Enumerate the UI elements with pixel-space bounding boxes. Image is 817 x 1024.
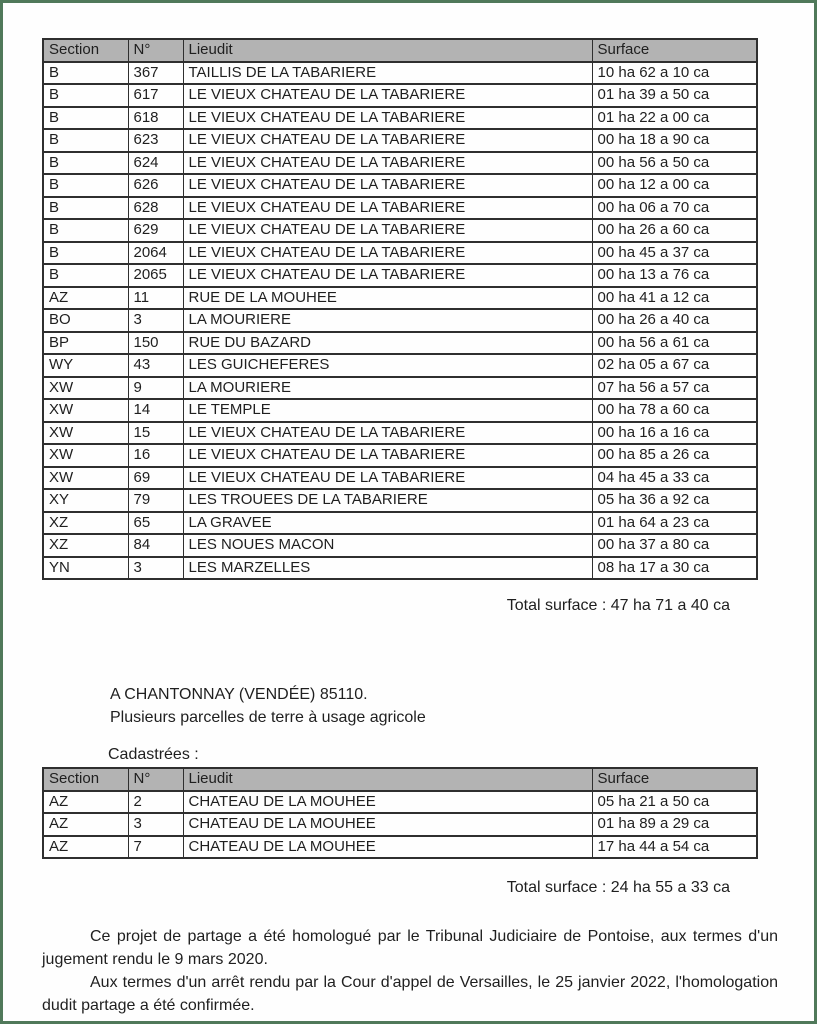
table-row xyxy=(43,377,757,400)
table-cell: 624 xyxy=(128,152,183,175)
table-row xyxy=(43,264,757,287)
table-cell: XY xyxy=(43,489,128,512)
table-cell: 17 ha 44 a 54 ca xyxy=(592,836,757,859)
table-cell: LE VIEUX CHATEAU DE LA TABARIERE xyxy=(183,467,592,490)
cadastrees-label: Cadastrées : xyxy=(108,746,199,763)
table-cell: XW xyxy=(43,377,128,400)
paragraph-homologation: Ce projet de partage a été homologué par le Tribunal Judiciaire de Pontoise, aux termes d'un jugement rendu le 9 mars 2020. xyxy=(42,928,778,968)
table-row xyxy=(43,129,757,152)
table-cell: LE VIEUX CHATEAU DE LA TABARIERE xyxy=(183,107,592,130)
table-cell: 11 xyxy=(128,287,183,310)
table-row xyxy=(43,557,757,580)
table-cell: XW xyxy=(43,399,128,422)
table-cell: 00 ha 56 a 50 ca xyxy=(592,152,757,175)
table-cell: 65 xyxy=(128,512,183,535)
table-cell: LA MOURIERE xyxy=(183,377,592,400)
table-cell: XW xyxy=(43,444,128,467)
table-cell: RUE DE LA MOUHEE xyxy=(183,287,592,310)
table-cell: 00 ha 18 a 90 ca xyxy=(592,129,757,152)
table-cell: 43 xyxy=(128,354,183,377)
table-row xyxy=(43,332,757,355)
table-row xyxy=(43,152,757,175)
table-cell: RUE DU BAZARD xyxy=(183,332,592,355)
table-cell: 00 ha 26 a 40 ca xyxy=(592,309,757,332)
table-cell: 00 ha 56 a 61 ca xyxy=(592,332,757,355)
table-cell: 15 xyxy=(128,422,183,445)
table-row xyxy=(43,813,757,836)
table-cell: LES TROUEES DE LA TABARIERE xyxy=(183,489,592,512)
table-row xyxy=(43,354,757,377)
table-row xyxy=(43,62,757,85)
table-cell: XW xyxy=(43,467,128,490)
table-row xyxy=(43,242,757,265)
table-row xyxy=(43,197,757,220)
table-cell: B xyxy=(43,129,128,152)
table-cell: B xyxy=(43,264,128,287)
table-cell: 00 ha 16 a 16 ca xyxy=(592,422,757,445)
column-header: Lieudit xyxy=(183,768,592,791)
table-cell: 00 ha 78 a 60 ca xyxy=(592,399,757,422)
table-cell: LES GUICHEFERES xyxy=(183,354,592,377)
table-cell: 00 ha 37 a 80 ca xyxy=(592,534,757,557)
table-cell: 3 xyxy=(128,557,183,580)
table-cell: XZ xyxy=(43,534,128,557)
total-surface-1: Total surface : 47 ha 71 a 40 ca xyxy=(506,597,730,614)
table-row xyxy=(43,489,757,512)
table-cell: 367 xyxy=(128,62,183,85)
table-row xyxy=(43,399,757,422)
table-cell: 628 xyxy=(128,197,183,220)
table-cell: 00 ha 26 a 60 ca xyxy=(592,219,757,242)
table-cell: WY xyxy=(43,354,128,377)
table-cell: 01 ha 22 a 00 ca xyxy=(592,107,757,130)
table-cell: CHATEAU DE LA MOUHEE xyxy=(183,813,592,836)
table-cell: XZ xyxy=(43,512,128,535)
table-cell: LES MARZELLES xyxy=(183,557,592,580)
table-cell: 10 ha 62 a 10 ca xyxy=(592,62,757,85)
table-cell: LE TEMPLE xyxy=(183,399,592,422)
location-line: A CHANTONNAY (VENDÉE) 85110. xyxy=(110,686,368,703)
table-row xyxy=(43,836,757,859)
closing-paragraphs xyxy=(42,925,778,1017)
property-description-block xyxy=(110,683,426,729)
table-cell: 9 xyxy=(128,377,183,400)
paragraph-appeal: Aux termes d'un arrêt rendu par la Cour d'appel de Versailles, le 25 janvier 2022, l'homologation dudit partage a été confirmée. xyxy=(42,974,778,1014)
table-cell: 14 xyxy=(128,399,183,422)
table-cell: 16 xyxy=(128,444,183,467)
column-header: Section xyxy=(43,768,128,791)
table-row xyxy=(43,791,757,814)
table-row xyxy=(43,467,757,490)
table-cell: LE VIEUX CHATEAU DE LA TABARIERE xyxy=(183,84,592,107)
table-cell: AZ xyxy=(43,791,128,814)
table-row xyxy=(43,219,757,242)
table-row xyxy=(43,444,757,467)
column-header: N° xyxy=(128,39,183,62)
table-row xyxy=(43,422,757,445)
table-cell: 01 ha 89 a 29 ca xyxy=(592,813,757,836)
table-cell: CHATEAU DE LA MOUHEE xyxy=(183,836,592,859)
column-header: Lieudit xyxy=(183,39,592,62)
table-cell: 626 xyxy=(128,174,183,197)
table-cell: LA GRAVEE xyxy=(183,512,592,535)
table-row xyxy=(43,534,757,557)
table-cell: BO xyxy=(43,309,128,332)
table-header-row xyxy=(43,39,757,62)
table-cell: 84 xyxy=(128,534,183,557)
table-cell: LE VIEUX CHATEAU DE LA TABARIERE xyxy=(183,174,592,197)
table-row xyxy=(43,512,757,535)
table-cell: 2065 xyxy=(128,264,183,287)
table-cell: B xyxy=(43,219,128,242)
table-row xyxy=(43,287,757,310)
table-cell: 150 xyxy=(128,332,183,355)
table-cell: LES NOUES MACON xyxy=(183,534,592,557)
table-cell: B xyxy=(43,174,128,197)
table-cell: LE VIEUX CHATEAU DE LA TABARIERE xyxy=(183,129,592,152)
table-row xyxy=(43,84,757,107)
total-surface-2: Total surface : 24 ha 55 a 33 ca xyxy=(506,879,730,896)
table-cell: LE VIEUX CHATEAU DE LA TABARIERE xyxy=(183,242,592,265)
table-cell: 3 xyxy=(128,309,183,332)
table-cell: AZ xyxy=(43,287,128,310)
table-row xyxy=(43,309,757,332)
table-cell: 00 ha 12 a 00 ca xyxy=(592,174,757,197)
table-cell: 07 ha 56 a 57 ca xyxy=(592,377,757,400)
table-row xyxy=(43,107,757,130)
table-cell: LA MOURIERE xyxy=(183,309,592,332)
table-cell: 05 ha 21 a 50 ca xyxy=(592,791,757,814)
usage-line: Plusieurs parcelles de terre à usage agricole xyxy=(110,709,426,726)
table-cell: 629 xyxy=(128,219,183,242)
table-cell: YN xyxy=(43,557,128,580)
table-cell: LE VIEUX CHATEAU DE LA TABARIERE xyxy=(183,422,592,445)
table-cell: AZ xyxy=(43,836,128,859)
column-header: Surface xyxy=(592,39,757,62)
table-cell: 00 ha 45 a 37 ca xyxy=(592,242,757,265)
table-cell: CHATEAU DE LA MOUHEE xyxy=(183,791,592,814)
table-cell: 00 ha 13 a 76 ca xyxy=(592,264,757,287)
table-cell: LE VIEUX CHATEAU DE LA TABARIERE xyxy=(183,219,592,242)
table-cell: TAILLIS DE LA TABARIERE xyxy=(183,62,592,85)
table-cell: B xyxy=(43,242,128,265)
table-header-row xyxy=(43,768,757,791)
table-cell: 623 xyxy=(128,129,183,152)
table-row xyxy=(43,174,757,197)
table-cell: LE VIEUX CHATEAU DE LA TABARIERE xyxy=(183,197,592,220)
table-cell: LE VIEUX CHATEAU DE LA TABARIERE xyxy=(183,444,592,467)
column-header: Section xyxy=(43,39,128,62)
table-cell: B xyxy=(43,84,128,107)
cadastral-parcels-table-2 xyxy=(42,767,758,859)
table-cell: 05 ha 36 a 92 ca xyxy=(592,489,757,512)
table-cell: 01 ha 39 a 50 ca xyxy=(592,84,757,107)
table-cell: B xyxy=(43,152,128,175)
table-cell: 2 xyxy=(128,791,183,814)
table-cell: 00 ha 41 a 12 ca xyxy=(592,287,757,310)
table-cell: B xyxy=(43,197,128,220)
table-cell: 618 xyxy=(128,107,183,130)
table-cell: B xyxy=(43,62,128,85)
column-header: Surface xyxy=(592,768,757,791)
table-cell: LE VIEUX CHATEAU DE LA TABARIERE xyxy=(183,264,592,287)
table-cell: AZ xyxy=(43,813,128,836)
table-cell: 617 xyxy=(128,84,183,107)
table-cell: 08 ha 17 a 30 ca xyxy=(592,557,757,580)
column-header: N° xyxy=(128,768,183,791)
table-cell: BP xyxy=(43,332,128,355)
table-cell: 02 ha 05 a 67 ca xyxy=(592,354,757,377)
cadastral-parcels-table-1 xyxy=(42,38,758,580)
table-cell: 69 xyxy=(128,467,183,490)
table-cell: 2064 xyxy=(128,242,183,265)
table-cell: 7 xyxy=(128,836,183,859)
table-cell: 3 xyxy=(128,813,183,836)
table-cell: B xyxy=(43,107,128,130)
table-cell: 00 ha 85 a 26 ca xyxy=(592,444,757,467)
table-cell: 01 ha 64 a 23 ca xyxy=(592,512,757,535)
table-cell: 79 xyxy=(128,489,183,512)
table-cell: XW xyxy=(43,422,128,445)
table-cell: 04 ha 45 a 33 ca xyxy=(592,467,757,490)
table-cell: LE VIEUX CHATEAU DE LA TABARIERE xyxy=(183,152,592,175)
table-cell: 00 ha 06 a 70 ca xyxy=(592,197,757,220)
